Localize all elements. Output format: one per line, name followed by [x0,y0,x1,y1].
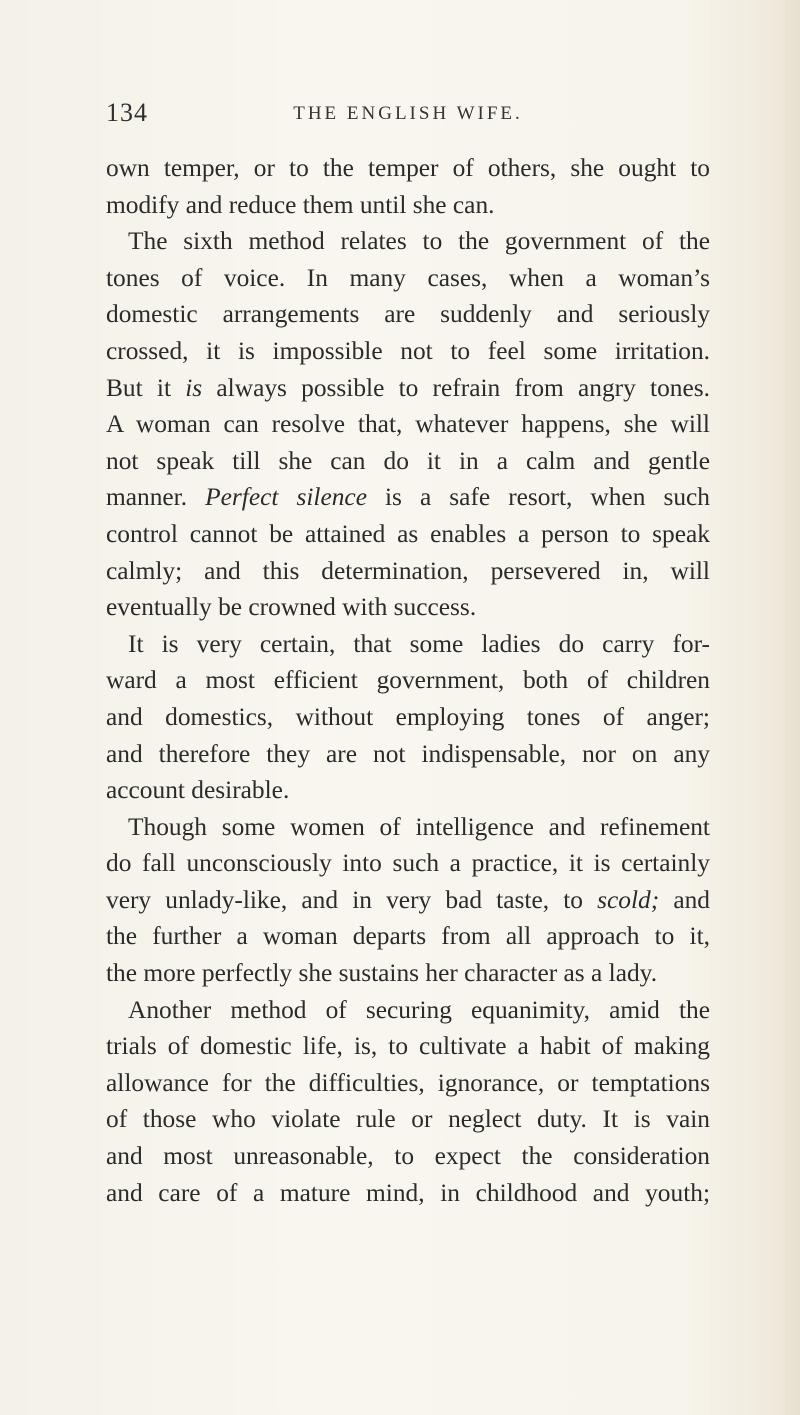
text-line: Another method of securing equanimity, amid the [128,995,710,1024]
text-line: and most unreasonable, to expect the consideration [106,1142,710,1171]
text-line: modify and reduce them until she can. [106,190,495,219]
running-head: THE ENGLISH WIFE. [293,103,523,124]
text-line: domestic arrangements are suddenly and seriously [106,300,710,329]
text-line: very unlady-like, and in very bad taste, to scold; and [106,885,710,914]
page-number: 134 [106,98,148,127]
text-line: and care of a mature mind, in childhood and youth; [106,1178,710,1207]
text-line: ward a most efficient government, both of children [106,666,710,695]
italic-emphasis: Perfect silence [205,483,367,512]
text-line: of those who violate rule or neglect duty. It is vain [106,1105,710,1134]
text-line: Though some women of intelligence and refinement [128,812,710,841]
text-line: trials of domestic life, is, to cultivate a habit of making [106,1032,710,1061]
italic-emphasis: is [185,373,203,402]
text-line: manner. Perfect silence is a safe resort, when such [106,483,710,512]
text-line: allowance for the difficulties, ignorance, or temptations [106,1068,710,1097]
text-line: crossed, it is impossible not to feel some irritation. [106,336,710,365]
text-line: control cannot be attained as enables a person to speak [106,519,710,548]
text-line: and therefore they are not indispensable, nor on any [106,739,710,768]
text-line: It is very certain, that some ladies do carry for- [128,629,710,658]
text-line: not speak till she can do it in a calm and gentle [106,446,710,475]
text-line: A woman can resolve that, whatever happens, she will [106,410,710,439]
page-header [106,98,710,138]
text-line: But it is always possible to refrain from angry tones. [106,373,710,402]
body-text [106,150,710,1211]
text-line: own temper, or to the temper of others, she ought to [106,154,710,182]
text-line: do fall unconsciously into such a practice, it is certainly [106,849,710,878]
text-line: account desirable. [106,776,290,805]
text-line: eventually be crowned with success. [106,593,477,622]
text-line: calmly; and this determination, persevered in, will [106,556,710,585]
text-line: tones of voice. In many cases, when a woman’s [106,263,710,292]
text-line: The sixth method relates to the government of the [128,227,710,256]
text-line: the further a woman departs from all approach to it, [106,922,710,951]
text-line: and domestics, without employing tones of anger; [106,702,710,731]
italic-emphasis: scold; [597,885,660,914]
text-line: the more perfectly she sustains her character as a lady. [106,959,658,988]
